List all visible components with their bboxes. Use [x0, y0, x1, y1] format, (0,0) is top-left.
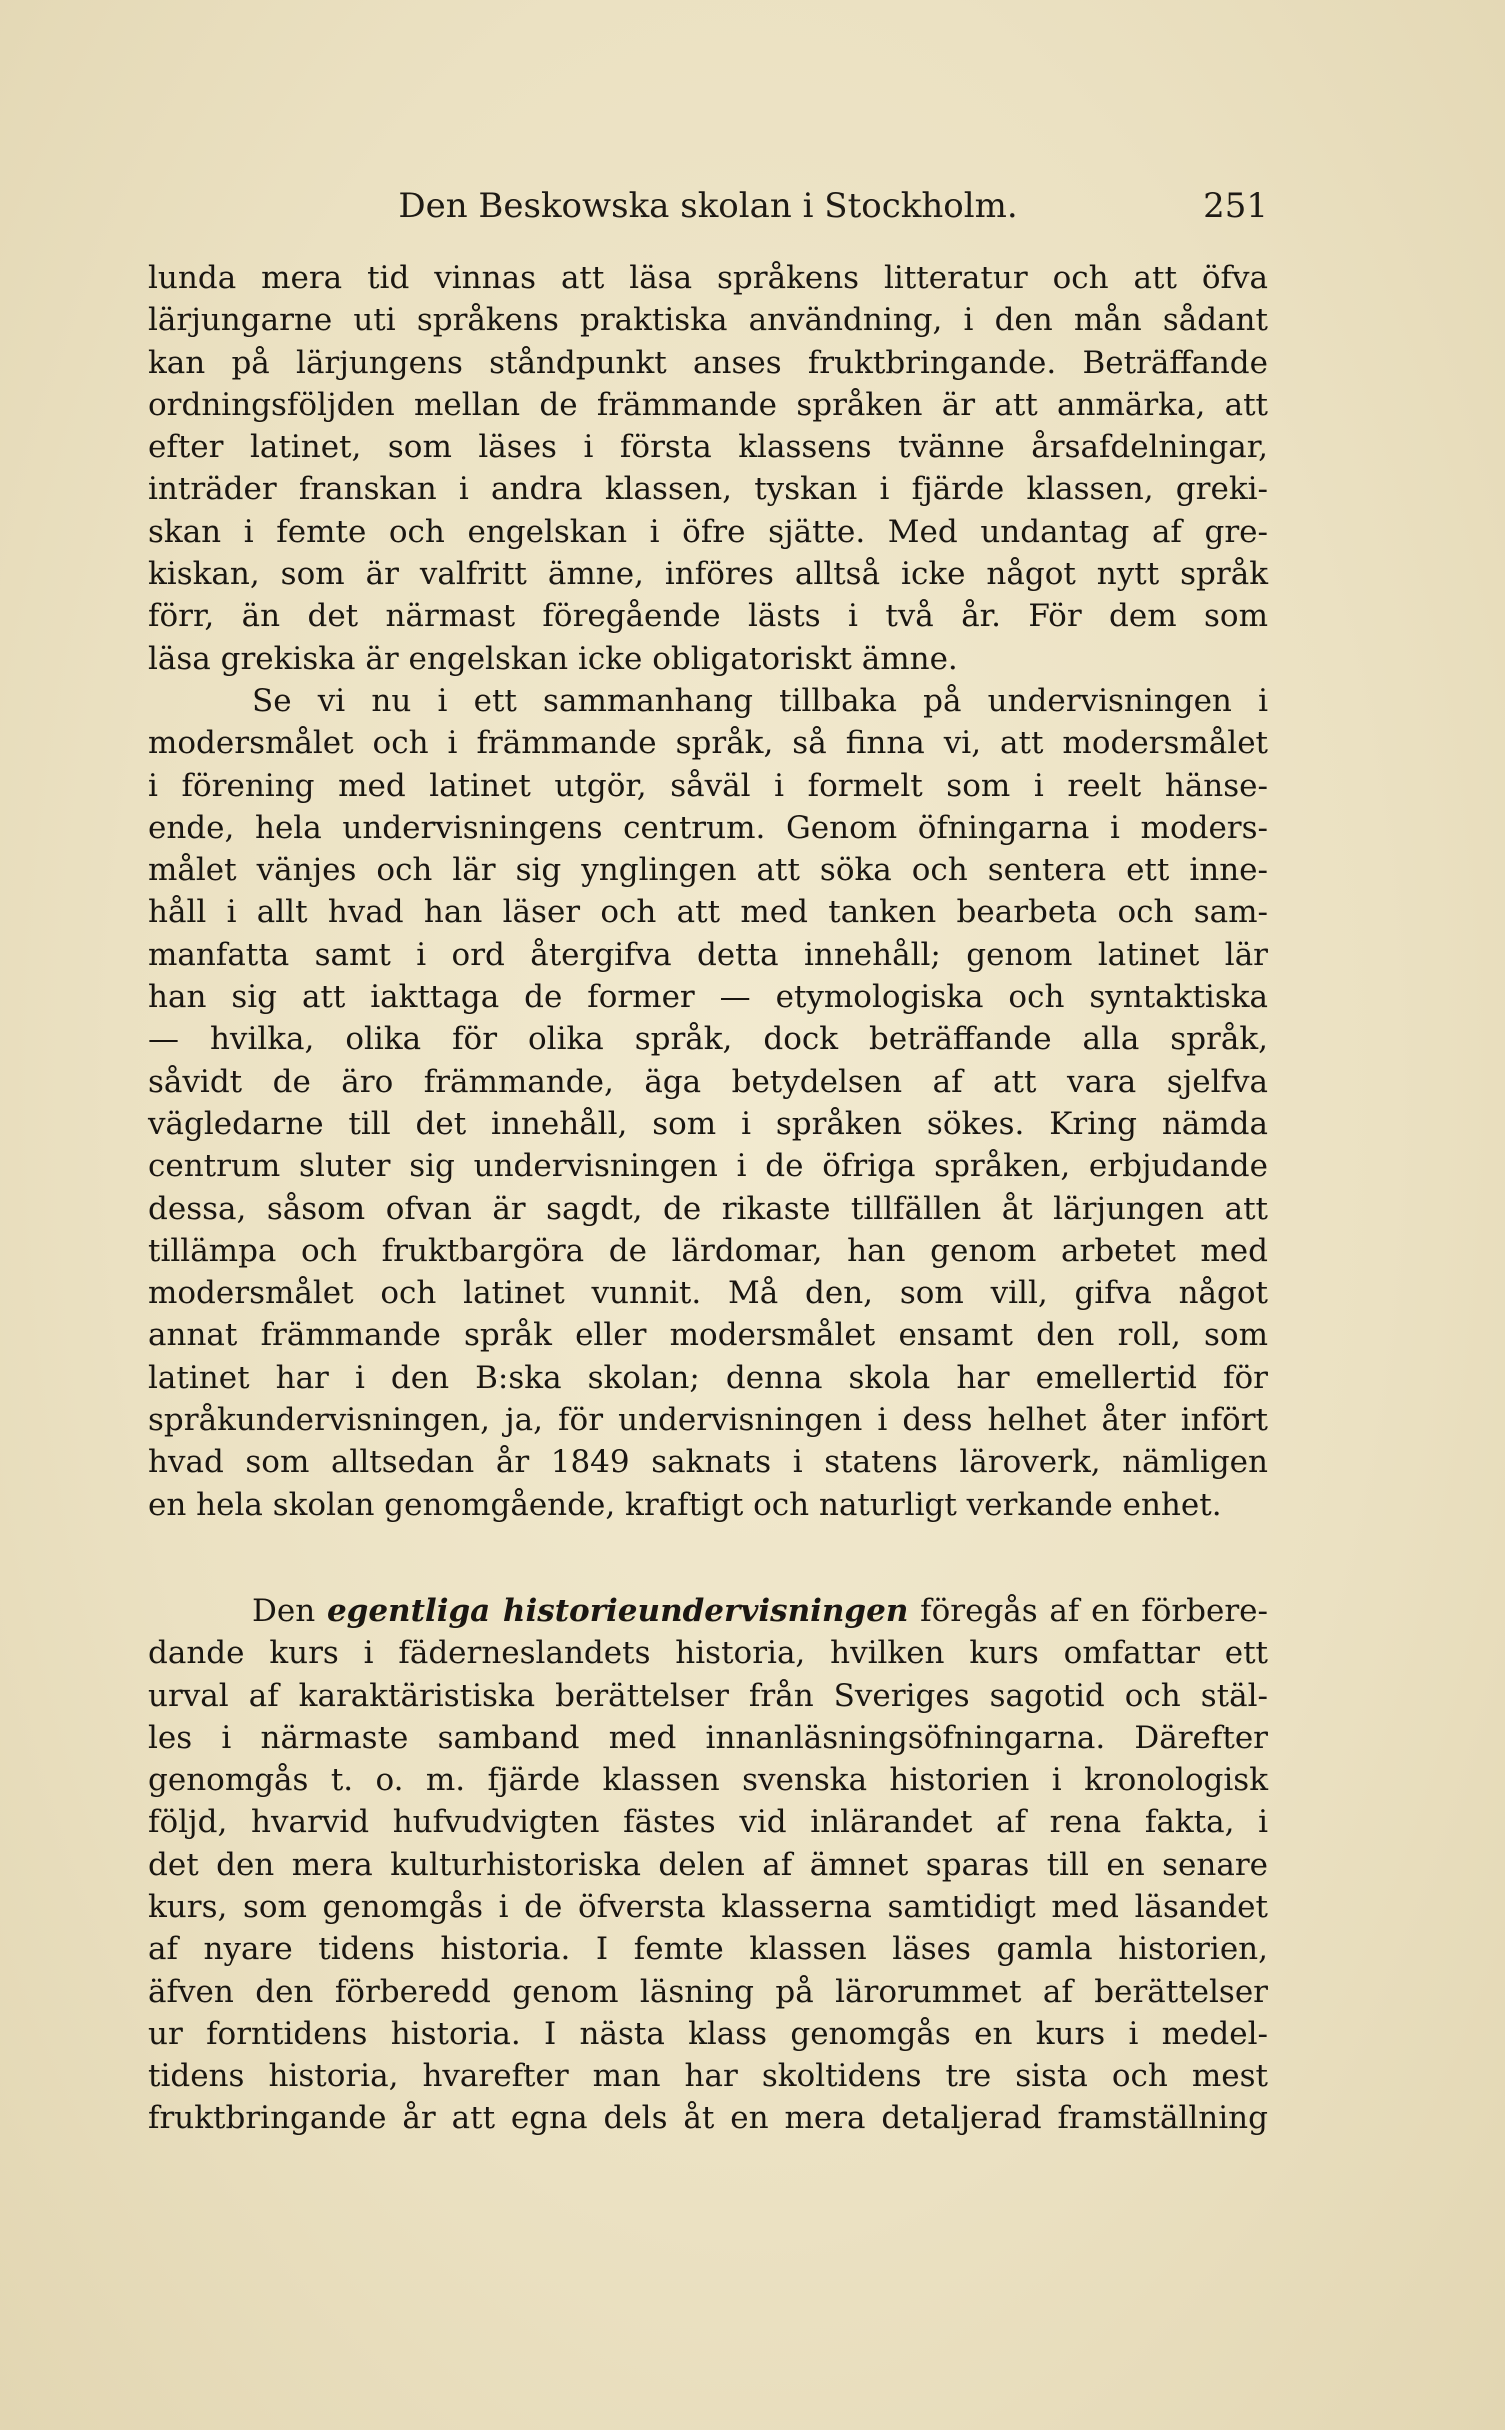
text-line: ende, hela undervisningens centrum. Genom öfningarna i moders- [148, 809, 1268, 846]
paragraph-1 [148, 257, 1268, 680]
text-line: lärjungarne uti språkens praktiska användning, i den mån sådant [148, 302, 1268, 339]
page-header [148, 186, 1268, 238]
running-title: Den Beskowska skolan i Stockholm. [398, 186, 1018, 226]
text-line: kiskan, som är valfritt ämne, införes alltså icke något nytt språk [148, 556, 1268, 593]
text-line: håll i allt hvad han läser och att med tanken bearbeta och sam- [148, 894, 1268, 931]
text-line: inträder franskan i andra klassen, tyskan i fjärde klassen, greki- [148, 471, 1268, 508]
text-line: modersmålet och i främmande språk, så finna vi, att modersmålet [148, 725, 1268, 762]
text-line: lunda mera tid vinnas att läsa språkens litteratur och att öfva [148, 260, 1268, 296]
text-line: centrum sluter sig undervisningen i de öfriga språken, erbjudande [148, 1148, 1268, 1185]
text-line: hvad som alltsedan år 1849 saknats i statens läroverk, nämligen [148, 1444, 1268, 1481]
text-line: följd, hvarvid hufvudvigten fästes vid inlärandet af rena fakta, i [148, 1804, 1268, 1841]
text-line: i förening med latinet utgör, såväl i formelt som i reelt hänse- [148, 767, 1268, 804]
text-line-with-emphasis [148, 1590, 1268, 1632]
text-line: efter latinet, som läses i första klassens tvänne årsafdelningar, [148, 429, 1268, 466]
text-line: urval af karaktäristiska berättelser från Sveriges sagotid och stäl- [148, 1677, 1268, 1714]
text-line: äfven den förberedd genom läsning på lärorummet af berättelser [148, 1973, 1268, 2010]
text-line: ordningsföljden mellan de främmande språken är att anmärka, att [148, 386, 1268, 423]
text-line: Se vi nu i ett sammanhang tillbaka på undervisningen i [252, 682, 1268, 719]
text-line: målet vänjes och lär sig ynglingen att söka och sentera ett inne- [148, 852, 1268, 889]
paragraph-2 [148, 680, 1268, 1526]
text-line: tillämpa och fruktbargöra de lärdomar, han genom arbetet med [148, 1232, 1268, 1269]
text-line: en hela skolan genomgående, kraftigt och naturligt verkande enhet. [148, 1486, 1222, 1523]
text-line: modersmålet och latinet vunnit. Må den, som vill, gifva något [148, 1275, 1268, 1312]
text-line: kurs, som genomgås i de öfversta klasserna samtidigt med läsandet [148, 1888, 1268, 1925]
text-line: kan på lärjungens ståndpunkt anses fruktbringande. Beträffande [148, 344, 1268, 381]
paragraph-gap [148, 1526, 1268, 1590]
text-line: han sig att iakttaga de former — etymologiska och syntaktiska [148, 979, 1268, 1016]
text-line: dande kurs i fäderneslandets historia, hvilken kurs omfattar ett [148, 1635, 1268, 1672]
text-line: af nyare tidens historia. I femte klassen läses gamla historien, [148, 1931, 1268, 1968]
body-text [148, 257, 1268, 2140]
text-line: dessa, såsom ofvan är sagdt, de rikaste tillfällen åt lärjungen att [148, 1190, 1268, 1227]
text-line: förr, än det närmast föregående lästs i två år. För dem som [148, 598, 1268, 635]
text-fragment: föregås af en förbere- [920, 1592, 1269, 1629]
text-line: fruktbringande år att egna dels åt en mera detaljerad framställning [148, 2100, 1268, 2137]
text-line: ur forntidens historia. I nästa klass genomgås en kurs i medel- [148, 2015, 1268, 2052]
text-line: les i närmaste samband med innanläsningsöfningarna. Därefter [148, 1719, 1268, 1756]
page-number: 251 [1203, 186, 1268, 226]
text-line: det den mera kulturhistoriska delen af ämnet sparas till en senare [148, 1846, 1268, 1883]
text-fragment: Den [252, 1592, 316, 1629]
text-line: språkundervisningen, ja, för undervisningen i dess helhet åter infört [148, 1402, 1268, 1439]
text-line: genomgås t. o. m. fjärde klassen svenska historien i kronologisk [148, 1762, 1268, 1799]
text-line: tidens historia, hvarefter man har skoltidens tre sista och mest [148, 2058, 1268, 2095]
text-line: annat främmande språk eller modersmålet ensamt den roll, som [148, 1317, 1268, 1354]
emphasized-term: egentliga historieundervisningen [326, 1592, 909, 1629]
text-line: såvidt de äro främmande, äga betydelsen af att vara sjelfva [148, 1063, 1268, 1100]
text-line: latinet har i den B:ska skolan; denna skola har emellertid för [148, 1359, 1268, 1396]
text-line: — hvilka, olika för olika språk, dock beträffande alla språk, [148, 1021, 1268, 1058]
text-line: vägledarne till det innehåll, som i språken sökes. Kring nämda [148, 1105, 1268, 1142]
paragraph-3 [148, 1590, 1268, 2140]
text-line: manfatta samt i ord återgifva detta innehåll; genom latinet lär [148, 936, 1268, 973]
text-line: skan i femte och engelskan i öfre sjätte. Med undantag af gre- [148, 513, 1268, 550]
text-line: läsa grekiska är engelskan icke obligatoriskt ämne. [148, 640, 958, 677]
